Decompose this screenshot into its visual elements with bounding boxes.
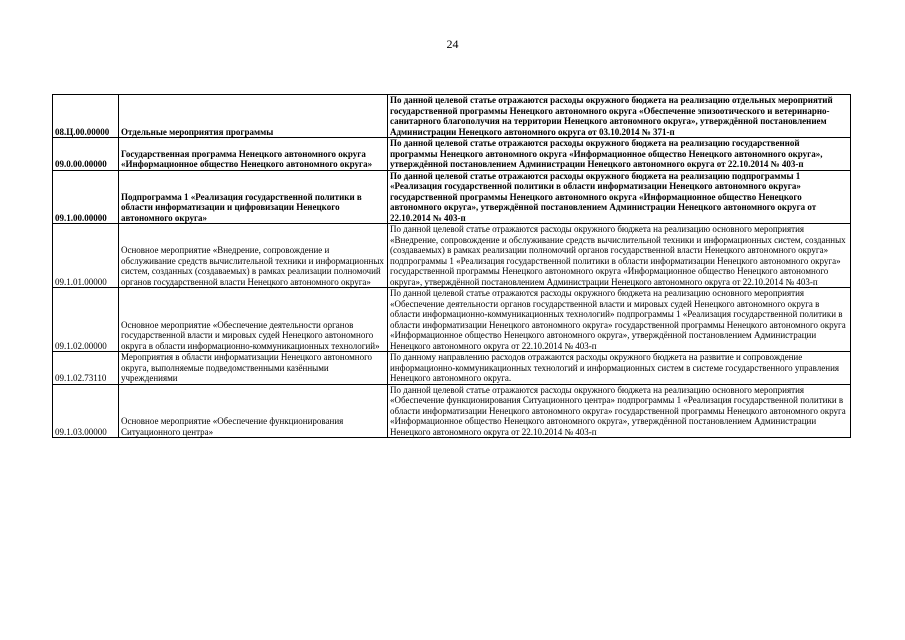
page-number: 24	[446, 37, 459, 51]
row-description: По данному направлению расходов отражаются расходы окружного бюджета на развитие и сопровождение информационно-коммуникационных технологий и информационных систем в системе государственного управления Ненецкого автономного округа.	[388, 352, 851, 385]
row-description: По данной целевой статье отражаются расходы окружного бюджета на реализацию основного мероприятия «Обеспечение деятельности органов государственной власти и мировых судей Ненецкого автономного округа в области информационно-коммуникационных технологий» подпрограммы 1 «Реализация государственной политики в области информатизации Ненецкого автономного округа» государственной программы Ненецкого автономного округа «Информационное общество Ненецкого автономного округа», утверждённой постановлением Администрации Ненецкого автономного округа от 22.10.2014 № 403-п	[388, 288, 851, 352]
row-name: Основное мероприятие «Обеспечение функционирования Ситуационного центра»	[119, 384, 388, 438]
table-row	[53, 352, 851, 385]
row-name: Мероприятия в области информатизации Ненецкого автономного округа, выполняемые подведомственными казёнными учреждениями	[119, 352, 388, 385]
table-body	[53, 95, 851, 438]
row-code: 09.1.03.00000	[53, 384, 119, 438]
table-row	[53, 288, 851, 352]
row-code: 09.1.00.00000	[53, 170, 119, 224]
table-row	[53, 224, 851, 288]
row-code: 09.1.02.73110	[53, 352, 119, 385]
row-description: По данной целевой статье отражаются расходы окружного бюджета на реализацию отдельных мероприятий государственной программы Ненецкого автономного округа «Обеспечение эпизоотического и ветеринарно-санитарного благополучия на территории Ненецкого автономного округа», утверждённой постановлением Администрации Ненецкого автономного округа от 03.10.2014 № 371-п	[388, 95, 851, 138]
row-name: Подпрограмма 1 «Реализация государственной политики в области информатизации и цифровизации Ненецкого автономного округа»	[119, 170, 388, 224]
row-code: 09.0.00.00000	[53, 138, 119, 171]
budget-classification-table	[52, 94, 851, 438]
table-row	[53, 170, 851, 224]
row-name: Основное мероприятие «Обеспечение деятельности органов государственной власти и мировых судей Ненецкого автономного округа в области информационно-коммуникационных технологий»	[119, 288, 388, 352]
row-description: По данной целевой статье отражаются расходы окружного бюджета на реализацию подпрограммы 1 «Реализация государственной политики в области информатизации Ненецкого автономного округа» государственной программы Ненецкого автономного округа «Информационное общество Ненецкого автономного округа», утверждённой постановлением Администрации Ненецкого автономного округа от 22.10.2014 № 403-п	[388, 170, 851, 224]
table-row	[53, 95, 851, 138]
row-description: По данной целевой статье отражаются расходы окружного бюджета на реализацию государственной программы Ненецкого автономного округа «Информационное общество Ненецкого автономного округа», утверждённой постановлением Администрации Ненецкого автономного округа от 22.10.2014 № 403-п	[388, 138, 851, 171]
row-description: По данной целевой статье отражаются расходы окружного бюджета на реализацию основного мероприятия «Обеспечение функционирования Ситуационного центра» подпрограммы 1 «Реализация государственной политики в области информатизации Ненецкого автономного округа» государственной программы Ненецкого автономного округа «Информационное общество Ненецкого автономного округа», утверждённой постановлением Администрации Ненецкого автономного округа от 22.10.2014 № 403-п	[388, 384, 851, 438]
table-row	[53, 138, 851, 171]
row-name: Государственная программа Ненецкого автономного округа «Информационное общество Ненецкого автономного округа»	[119, 138, 388, 171]
table-row	[53, 384, 851, 438]
row-name: Отдельные мероприятия программы	[119, 95, 388, 138]
row-name: Основное мероприятие «Внедрение, сопровождение и обслуживание средств вычислительной техники и информационных систем, созданных (создаваемых) в рамках реализации полномочий органов государственной власти Ненецкого автономного округа»	[119, 224, 388, 288]
row-code: 08.Ц.00.00000	[53, 95, 119, 138]
row-code: 09.1.02.00000	[53, 288, 119, 352]
row-code: 09.1.01.00000	[53, 224, 119, 288]
row-description: По данной целевой статье отражаются расходы окружного бюджета на реализацию основного мероприятия «Внедрение, сопровождение и обслуживание средств вычислительной техники и информационных систем, созданных (создаваемых) в рамках реализации полномочий органов государственной власти Ненецкого автономного округа» подпрограммы 1 «Реализация государственной политики в области информатизации Ненецкого автономного округа» государственной программы Ненецкого автономного округа «Информационное общество Ненецкого автономного округа», утверждённой постановлением Администрации Ненецкого автономного округа от 22.10.2014 № 403-п	[388, 224, 851, 288]
